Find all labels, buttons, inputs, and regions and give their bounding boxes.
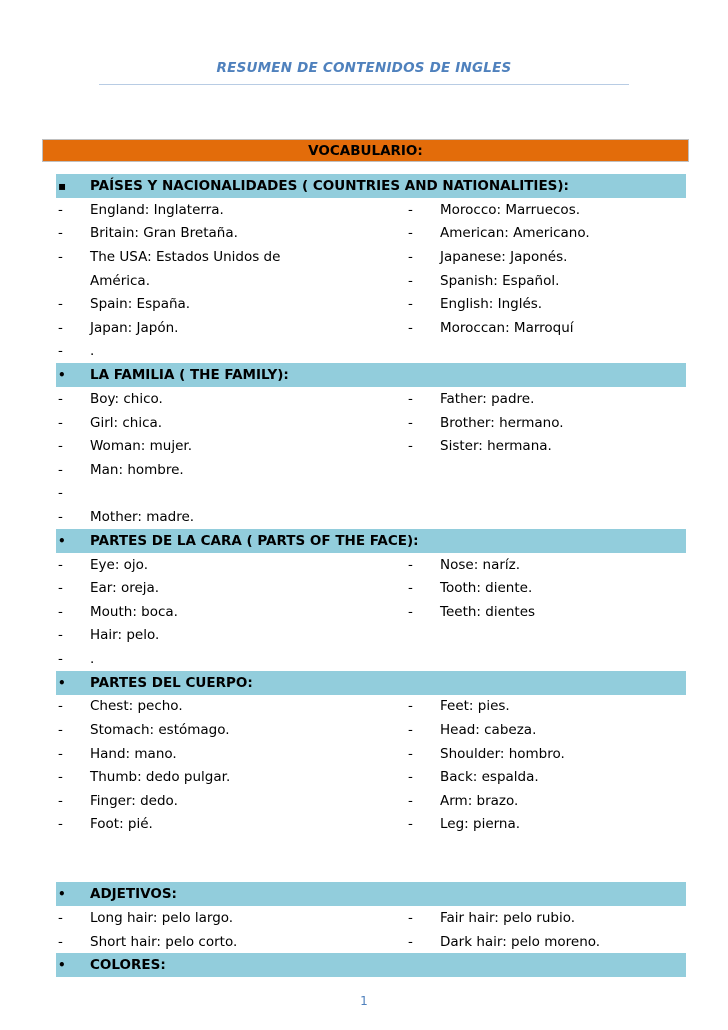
vocab-text: Mouth: boca. — [90, 603, 178, 620]
vocab-row — [56, 198, 686, 222]
vocab-row — [56, 411, 686, 435]
vocab-cell-left — [56, 580, 406, 596]
vocab-row — [56, 813, 686, 837]
dash-marker: - — [58, 910, 63, 927]
spacer — [56, 836, 686, 882]
vocab-text: Moroccan: Marroquí — [440, 319, 574, 336]
dash-marker: - — [408, 225, 413, 242]
vocab-text: Hand: mano. — [90, 745, 177, 762]
vocab-row — [56, 906, 686, 930]
dash-marker: - — [58, 296, 63, 313]
vocab-row — [56, 269, 686, 293]
vocab-cell-left — [56, 509, 406, 525]
vocab-text: Boy: chico. — [90, 390, 163, 407]
vocab-text: Finger: dedo. — [90, 792, 178, 809]
vocab-row — [56, 742, 686, 766]
vocab-cell-right — [406, 415, 686, 431]
vocab-text: Chest: pecho. — [90, 698, 183, 715]
section-title: PARTES DE LA CARA ( PARTS OF THE FACE): — [90, 532, 419, 549]
vocab-cell-left — [56, 769, 406, 785]
vocab-cell-right — [406, 273, 686, 289]
dash-marker: - — [408, 414, 413, 431]
section-title: PARTES DEL CUERPO: — [90, 674, 253, 691]
vocab-text: Britain: Gran Bretaña. — [90, 225, 238, 242]
vocab-row — [56, 387, 686, 411]
vocab-cell-right — [406, 438, 686, 454]
dash-marker: - — [58, 816, 63, 833]
section-header — [56, 671, 686, 695]
section-header — [56, 882, 686, 906]
vocab-text: . — [90, 650, 95, 667]
bullet-icon: • — [58, 368, 66, 383]
vocab-text: Spanish: Español. — [440, 272, 560, 289]
vocab-text: England: Inglaterra. — [90, 201, 224, 218]
dash-marker: - — [58, 792, 63, 809]
vocab-cell-left — [56, 934, 406, 950]
vocab-cell-right — [406, 391, 686, 407]
vocab-text: The USA: Estados Unidos de — [90, 248, 281, 265]
bullet-icon: • — [58, 958, 66, 973]
vocab-cell-right — [406, 249, 686, 265]
vocab-text: Mother: madre. — [90, 508, 195, 525]
vocab-row — [56, 695, 686, 719]
vocab-row — [56, 434, 686, 458]
vocab-text: Spain: España. — [90, 296, 191, 313]
vocab-cell-left — [56, 651, 406, 667]
vocab-text: Foot: pié. — [90, 816, 153, 833]
section-title: COLORES: — [90, 957, 166, 974]
vocab-cell-left — [56, 202, 406, 218]
section-header — [56, 174, 686, 198]
dash-marker: - — [408, 933, 413, 950]
dash-marker: - — [58, 769, 63, 786]
vocab-text: Ear: oreja. — [90, 580, 160, 597]
section-header — [56, 953, 686, 977]
vocab-cell-right — [406, 746, 686, 762]
vocab-row — [56, 647, 686, 671]
section-title: ADJETIVOS: — [90, 886, 177, 903]
dash-marker: - — [408, 603, 413, 620]
vocab-cell-right — [406, 793, 686, 809]
vocab-text: Hair: pelo. — [90, 627, 160, 644]
document-body — [56, 174, 686, 977]
vocab-text: Thumb: dedo pulgar. — [90, 769, 231, 786]
vocab-text: Japan: Japón. — [90, 319, 179, 336]
vocab-cell-left — [56, 910, 406, 926]
vocab-cell-right — [406, 816, 686, 832]
dash-marker: - — [408, 769, 413, 786]
vocab-row — [56, 482, 686, 506]
dash-marker: - — [58, 650, 63, 667]
vocab-cell-left — [56, 415, 406, 431]
vocab-text: Stomach: estómago. — [90, 722, 230, 739]
vocab-row — [56, 316, 686, 340]
vocab-cell-right — [406, 722, 686, 738]
dash-marker: - — [58, 414, 63, 431]
dash-marker: - — [58, 225, 63, 242]
vocab-text: Girl: chica. — [90, 414, 163, 431]
vocab-text: Woman: mujer. — [90, 438, 193, 455]
vocab-row — [56, 718, 686, 742]
vocab-text: Dark hair: pelo moreno. — [440, 933, 601, 950]
vocab-row — [56, 624, 686, 648]
dash-marker: - — [58, 745, 63, 762]
vocab-cell-right — [406, 580, 686, 596]
vocab-text: América. — [90, 272, 150, 289]
vocab-row — [56, 340, 686, 364]
page-header-title: RESUMEN DE CONTENIDOS DE INGLES — [216, 60, 512, 76]
vocab-cell-left — [56, 793, 406, 809]
vocab-row — [56, 553, 686, 577]
vocab-cell-left — [56, 485, 406, 501]
dash-marker: - — [58, 580, 63, 597]
vocab-text: Arm: brazo. — [440, 792, 519, 809]
dash-marker: - — [58, 556, 63, 573]
dash-marker: - — [58, 248, 63, 265]
page-number: 1 — [360, 994, 368, 1008]
vocab-cell-left — [56, 296, 406, 312]
vocab-row — [56, 765, 686, 789]
vocab-text: Tooth: diente. — [440, 580, 533, 597]
dash-marker: - — [408, 390, 413, 407]
vocab-text: Nose: naríz. — [440, 556, 521, 573]
dash-marker: - — [58, 485, 63, 502]
vocab-row — [56, 600, 686, 624]
vocab-cell-right — [406, 296, 686, 312]
vocab-cell-left — [56, 438, 406, 454]
vocab-row — [56, 222, 686, 246]
vocab-cell-left — [56, 722, 406, 738]
vocab-text: Shoulder: hombro. — [440, 745, 565, 762]
vocab-cell-left — [56, 249, 406, 265]
dash-marker: - — [58, 390, 63, 407]
vocab-row — [56, 245, 686, 269]
section-header — [56, 363, 686, 387]
dash-marker: - — [408, 272, 413, 289]
vocab-cell-left — [56, 557, 406, 573]
vocab-cell-left — [56, 604, 406, 620]
vocab-cell-right — [406, 698, 686, 714]
dash-marker: - — [408, 248, 413, 265]
vocab-text: Back: espalda. — [440, 769, 539, 786]
vocab-cell-right — [406, 604, 686, 620]
vocab-row — [56, 505, 686, 529]
dash-marker: - — [58, 461, 63, 478]
vocab-cell-left — [56, 391, 406, 407]
vocab-row — [56, 458, 686, 482]
vocab-cell-left — [56, 816, 406, 832]
dash-marker: - — [408, 580, 413, 597]
vocab-text: Fair hair: pelo rubio. — [440, 910, 576, 927]
vocab-cell-left — [56, 462, 406, 478]
vocab-cell-left — [56, 343, 406, 359]
dash-marker: - — [58, 343, 63, 360]
vocab-cell-left — [56, 273, 406, 289]
dash-marker: - — [408, 556, 413, 573]
dash-marker: - — [408, 722, 413, 739]
vocab-cell-left — [56, 746, 406, 762]
bullet-icon: • — [58, 533, 66, 548]
dash-marker: - — [58, 319, 63, 336]
dash-marker: - — [58, 698, 63, 715]
vocab-text: Teeth: dientes — [440, 603, 536, 620]
vocab-text: Head: cabeza. — [440, 722, 537, 739]
dash-marker: - — [408, 201, 413, 218]
dash-marker: - — [58, 933, 63, 950]
dash-marker: - — [408, 438, 413, 455]
vocab-text: Feet: pies. — [440, 698, 510, 715]
vocab-text: Brother: hermano. — [440, 414, 564, 431]
dash-marker: - — [408, 792, 413, 809]
vocab-text: Long hair: pelo largo. — [90, 910, 234, 927]
bullet-icon: • — [58, 887, 66, 902]
vocab-row — [56, 576, 686, 600]
vocab-text: Sister: hermana. — [440, 438, 552, 455]
vocab-cell-left — [56, 225, 406, 241]
section-title: LA FAMILIA ( THE FAMILY): — [90, 367, 289, 384]
dash-marker: - — [408, 319, 413, 336]
vocab-cell-left — [56, 627, 406, 643]
vocab-text: Eye: ojo. — [90, 556, 148, 573]
vocab-text: American: Americano. — [440, 225, 590, 242]
dash-marker: - — [408, 698, 413, 715]
vocab-cell-right — [406, 225, 686, 241]
dash-marker: - — [58, 201, 63, 218]
vocab-text: English: Inglés. — [440, 296, 543, 313]
dash-marker: - — [408, 910, 413, 927]
vocab-row — [56, 789, 686, 813]
vocab-cell-right — [406, 557, 686, 573]
dash-marker: - — [58, 508, 63, 525]
vocab-text: Man: hombre. — [90, 461, 184, 478]
dash-marker: - — [58, 603, 63, 620]
vocab-text: Japanese: Japonés. — [440, 248, 568, 265]
vocab-text: Morocco: Marruecos. — [440, 201, 581, 218]
dash-marker: - — [58, 438, 63, 455]
dash-marker: - — [408, 745, 413, 762]
vocab-text: Leg: pierna. — [440, 816, 521, 833]
vocab-cell-right — [406, 320, 686, 336]
vocab-text: Father: padre. — [440, 390, 535, 407]
vocab-text: . — [90, 343, 95, 360]
bullet-icon: ▪ — [58, 179, 67, 193]
vocab-cell-left — [56, 698, 406, 714]
vocab-text: Short hair: pelo corto. — [90, 933, 238, 950]
dash-marker: - — [58, 722, 63, 739]
vocabulary-banner: VOCABULARIO: — [42, 139, 689, 162]
dash-marker: - — [408, 816, 413, 833]
dash-marker: - — [58, 627, 63, 644]
vocab-cell-right — [406, 934, 686, 950]
section-header — [56, 529, 686, 553]
vocab-row — [56, 292, 686, 316]
vocab-cell-right — [406, 910, 686, 926]
vocab-row — [56, 930, 686, 954]
vocab-cell-right — [406, 202, 686, 218]
section-title: PAÍSES Y NACIONALIDADES ( COUNTRIES AND NATIONALITIES): — [90, 178, 569, 194]
vocab-cell-left — [56, 320, 406, 336]
vocab-cell-right — [406, 769, 686, 785]
dash-marker: - — [408, 296, 413, 313]
header-divider — [99, 84, 629, 85]
bullet-icon: • — [58, 675, 66, 690]
